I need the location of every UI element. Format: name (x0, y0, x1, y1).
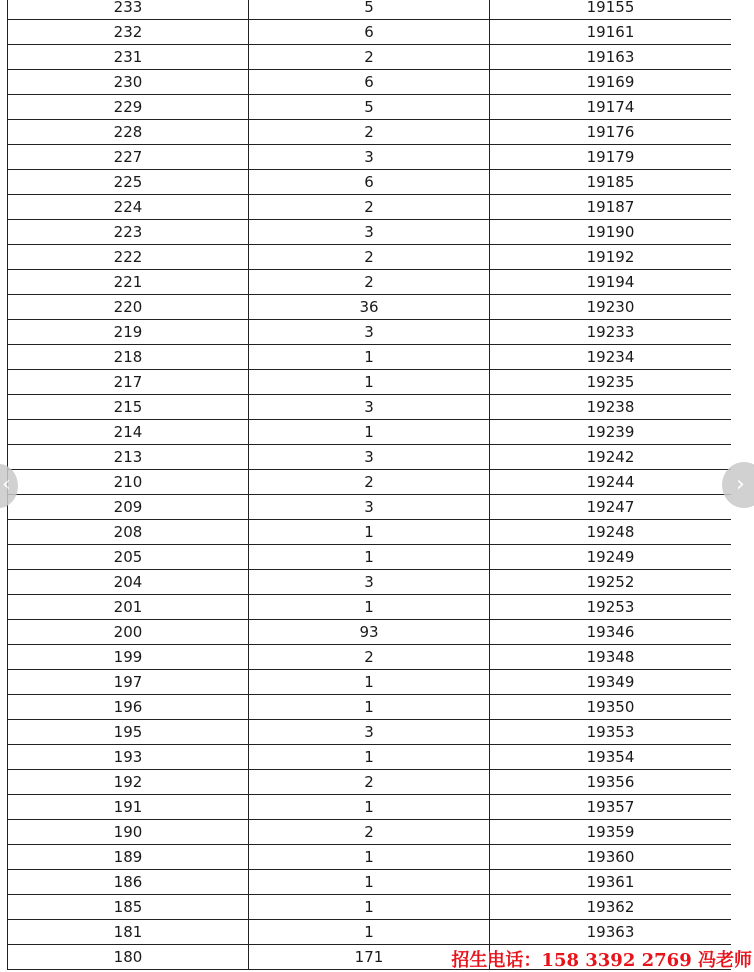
table-row (8, 395, 732, 420)
count-cell: 171 (249, 945, 490, 970)
count-cell: 3 (249, 495, 490, 520)
score-cell: 200 (8, 620, 249, 645)
count-cell: 6 (249, 20, 490, 45)
cumulative-cell: 19190 (490, 220, 732, 245)
table-row (8, 0, 732, 20)
score-cell: 217 (8, 370, 249, 395)
score-cell: 186 (8, 870, 249, 895)
count-cell: 2 (249, 245, 490, 270)
count-cell: 1 (249, 895, 490, 920)
count-cell: 1 (249, 595, 490, 620)
chevron-right-icon: › (736, 472, 745, 497)
table-row (8, 370, 732, 395)
cumulative-cell: 19349 (490, 670, 732, 695)
count-cell: 3 (249, 395, 490, 420)
cumulative-cell: 19252 (490, 570, 732, 595)
score-cell: 185 (8, 895, 249, 920)
count-cell: 6 (249, 70, 490, 95)
score-cell: 220 (8, 295, 249, 320)
cumulative-cell: 19248 (490, 520, 732, 545)
cumulative-cell: 19233 (490, 320, 732, 345)
cumulative-cell: 19363 (490, 920, 732, 945)
score-cell: 189 (8, 845, 249, 870)
count-cell: 2 (249, 820, 490, 845)
table-row (8, 545, 732, 570)
cumulative-cell: 19244 (490, 470, 732, 495)
score-cell: 181 (8, 920, 249, 945)
table-row (8, 470, 732, 495)
cumulative-cell: 19155 (490, 0, 732, 20)
table-row (8, 720, 732, 745)
count-cell: 3 (249, 570, 490, 595)
cumulative-cell: 19238 (490, 395, 732, 420)
cumulative-cell: 19356 (490, 770, 732, 795)
cumulative-cell: 19353 (490, 720, 732, 745)
score-table-container (7, 0, 731, 970)
table-row (8, 595, 732, 620)
table-row (8, 670, 732, 695)
count-cell: 3 (249, 720, 490, 745)
table-row (8, 570, 732, 595)
table-row (8, 220, 732, 245)
cumulative-cell: 19239 (490, 420, 732, 445)
cumulative-cell: 19192 (490, 245, 732, 270)
count-cell: 1 (249, 545, 490, 570)
table-row (8, 270, 732, 295)
cumulative-cell: 19348 (490, 645, 732, 670)
score-cell: 210 (8, 470, 249, 495)
table-row (8, 495, 732, 520)
table-row (8, 20, 732, 45)
score-cell: 215 (8, 395, 249, 420)
count-cell: 1 (249, 670, 490, 695)
table-row (8, 145, 732, 170)
table-row (8, 70, 732, 95)
score-cell: 191 (8, 795, 249, 820)
score-cell: 224 (8, 195, 249, 220)
table-row (8, 520, 732, 545)
table-row (8, 170, 732, 195)
count-cell: 1 (249, 870, 490, 895)
cumulative-cell: 19357 (490, 795, 732, 820)
score-cell: 208 (8, 520, 249, 545)
count-cell: 1 (249, 845, 490, 870)
count-cell: 5 (249, 0, 490, 20)
count-cell: 6 (249, 170, 490, 195)
count-cell: 2 (249, 770, 490, 795)
count-cell: 1 (249, 745, 490, 770)
score-cell: 192 (8, 770, 249, 795)
table-row (8, 295, 732, 320)
table-row (8, 245, 732, 270)
cumulative-cell: 19362 (490, 895, 732, 920)
score-cell: 219 (8, 320, 249, 345)
score-cell: 204 (8, 570, 249, 595)
score-cell: 180 (8, 945, 249, 970)
phone-banner: 招生电话：158 3392 2769 冯老师 (451, 950, 752, 971)
count-cell: 3 (249, 220, 490, 245)
score-cell: 193 (8, 745, 249, 770)
score-cell: 227 (8, 145, 249, 170)
count-cell: 1 (249, 345, 490, 370)
table-row (8, 920, 732, 945)
count-cell: 1 (249, 520, 490, 545)
score-table (7, 0, 731, 970)
score-cell: 190 (8, 820, 249, 845)
count-cell: 1 (249, 420, 490, 445)
cumulative-cell: 19242 (490, 445, 732, 470)
count-cell: 2 (249, 195, 490, 220)
table-row (8, 620, 732, 645)
table-row (8, 645, 732, 670)
count-cell: 2 (249, 120, 490, 145)
count-cell: 3 (249, 145, 490, 170)
cumulative-cell: 19185 (490, 170, 732, 195)
score-cell: 209 (8, 495, 249, 520)
score-cell: 230 (8, 70, 249, 95)
score-cell: 221 (8, 270, 249, 295)
cumulative-cell: 19360 (490, 845, 732, 870)
score-cell: 223 (8, 220, 249, 245)
count-cell: 1 (249, 795, 490, 820)
table-row (8, 745, 732, 770)
count-cell: 2 (249, 270, 490, 295)
table-row (8, 345, 732, 370)
score-cell: 201 (8, 595, 249, 620)
table-row (8, 695, 732, 720)
score-cell: 225 (8, 170, 249, 195)
table-row (8, 45, 732, 70)
table-row (8, 870, 732, 895)
table-row (8, 845, 732, 870)
score-cell: 231 (8, 45, 249, 70)
count-cell: 5 (249, 95, 490, 120)
table-row (8, 195, 732, 220)
count-cell: 3 (249, 320, 490, 345)
score-cell: 232 (8, 20, 249, 45)
cumulative-cell: 19163 (490, 45, 732, 70)
cumulative-cell: 19234 (490, 345, 732, 370)
score-cell: 233 (8, 0, 249, 20)
table-row (8, 120, 732, 145)
score-cell: 228 (8, 120, 249, 145)
cumulative-cell: 19230 (490, 295, 732, 320)
cumulative-cell: 19359 (490, 820, 732, 845)
cumulative-cell: 19346 (490, 620, 732, 645)
cumulative-cell: 19194 (490, 270, 732, 295)
cumulative-cell: 19176 (490, 120, 732, 145)
table-row (8, 320, 732, 345)
table-row (8, 770, 732, 795)
cumulative-cell: 19253 (490, 595, 732, 620)
score-cell: 205 (8, 545, 249, 570)
count-cell: 2 (249, 45, 490, 70)
count-cell: 1 (249, 370, 490, 395)
cumulative-cell: 19247 (490, 495, 732, 520)
cumulative-cell: 19235 (490, 370, 732, 395)
cumulative-cell: 19354 (490, 745, 732, 770)
cumulative-cell: 19169 (490, 70, 732, 95)
cumulative-cell: 19179 (490, 145, 732, 170)
table-row (8, 820, 732, 845)
score-cell: 197 (8, 670, 249, 695)
score-cell: 195 (8, 720, 249, 745)
score-cell: 218 (8, 345, 249, 370)
cumulative-cell: 19350 (490, 695, 732, 720)
score-cell: 229 (8, 95, 249, 120)
chevron-left-icon: ‹ (2, 472, 11, 497)
table-row (8, 795, 732, 820)
score-cell: 199 (8, 645, 249, 670)
cumulative-cell: 19174 (490, 95, 732, 120)
table-row (8, 445, 732, 470)
cumulative-cell: 19249 (490, 545, 732, 570)
table-row (8, 420, 732, 445)
cumulative-cell: 19161 (490, 20, 732, 45)
table-row (8, 895, 732, 920)
count-cell: 1 (249, 920, 490, 945)
score-cell: 196 (8, 695, 249, 720)
count-cell: 36 (249, 295, 490, 320)
count-cell: 2 (249, 470, 490, 495)
count-cell: 3 (249, 445, 490, 470)
score-cell: 213 (8, 445, 249, 470)
count-cell: 93 (249, 620, 490, 645)
score-table-body (8, 0, 732, 970)
cumulative-cell: 19361 (490, 870, 732, 895)
count-cell: 1 (249, 695, 490, 720)
table-row (8, 95, 732, 120)
cumulative-cell: 19187 (490, 195, 732, 220)
score-cell: 222 (8, 245, 249, 270)
score-cell: 214 (8, 420, 249, 445)
count-cell: 2 (249, 645, 490, 670)
